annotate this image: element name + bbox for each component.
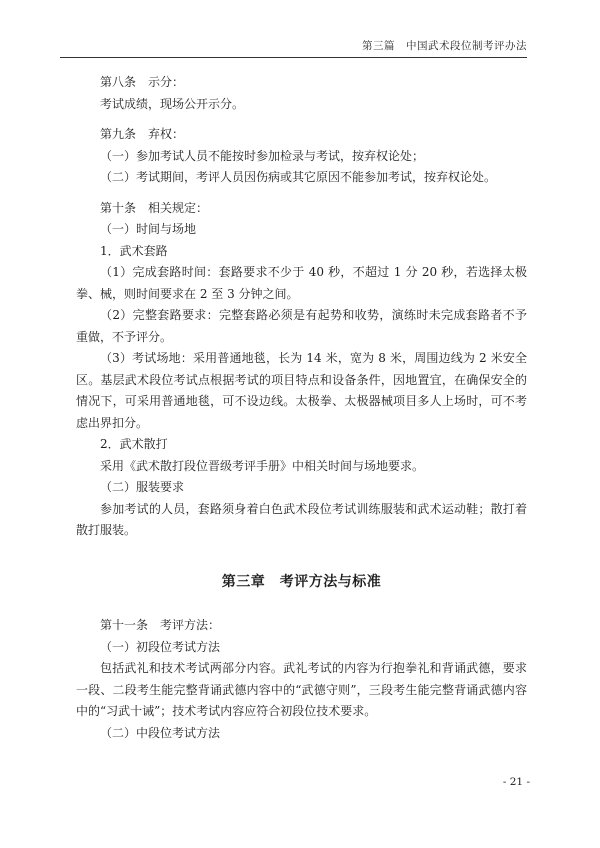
page-body <box>76 72 527 744</box>
article-11-title: 第十一条 考评方法： <box>100 618 221 632</box>
paragraph-routine-complete: （2）完整套路要求：完整套路必须是有起势和收势，演练时未完成套路者不予重做，不予评分。 <box>76 308 527 344</box>
section-middle-exam: （二）中段位考试方法 <box>100 725 221 740</box>
subsection-sanda: 2．武术散打 <box>100 437 168 451</box>
section-junior-exam: （一）初段位考试方法 <box>100 639 221 654</box>
paragraph-venue: （3）考试场地：采用普通地毯，长为 14 米，宽为 8 米，周围边线为 2 米安全区。基层武术段位考试点根据考试的项目特点和设备条件，因地置宜，在确保安全的情况下，可采用普通地毯，可不设边线。太极拳、太极器械项目多人上场时，可不考虑出界扣分。 <box>76 351 527 430</box>
paragraph-attire: 参加考试的人员，套路须身着白色武术段位考试训练服装和武术运动鞋；散打着散打服装。 <box>76 501 527 537</box>
running-header <box>60 36 527 58</box>
article-8-body: 考试成绩，现场公开示分。 <box>100 96 245 111</box>
chapter-heading: 第三章 考评方法与标准 <box>221 573 382 590</box>
section-time-venue: （一）时间与场地 <box>100 222 197 236</box>
paragraph-routine-time: （1）完成套路时间：套路要求不少于 40 秒，不超过 1 分 20 秒，若选择太极拳、械，则时间要求在 2 至 3 分钟之间。 <box>76 265 527 301</box>
article-9-title: 第九条 弃权： <box>100 127 185 141</box>
article-9-item: （一）参加考试人员不能按时参加检录与考试，按弃权论处； <box>100 148 425 163</box>
paragraph-junior-exam: 包括武礼和技术考试两部分内容。武礼考试的内容为行抱拳礼和背诵武德，要求一段、二段考生能完整背诵武德内容中的“武德守则”，三段考生能完整背诵武德内容中的“习武十诫”；技术考试内容应符合初段位技术要求。 <box>76 661 527 718</box>
header-title: 第三篇 中国武术段位制考评办法 <box>362 40 527 52</box>
article-9-item: （二）考试期间，考评人员因伤病或其它原因不能参加考试，按弃权论处。 <box>100 170 497 184</box>
page-number: - 21 - <box>502 776 530 788</box>
article-10-title: 第十条 相关规定： <box>100 200 209 215</box>
subsection-routine: 1．武术套路 <box>100 243 168 258</box>
article-8-title: 第八条 示分： <box>100 75 185 89</box>
section-attire: （二）服装要求 <box>100 480 185 494</box>
paragraph-sanda: 采用《武术散打段位晋级考评手册》中相关时间与场地要求。 <box>100 458 425 473</box>
